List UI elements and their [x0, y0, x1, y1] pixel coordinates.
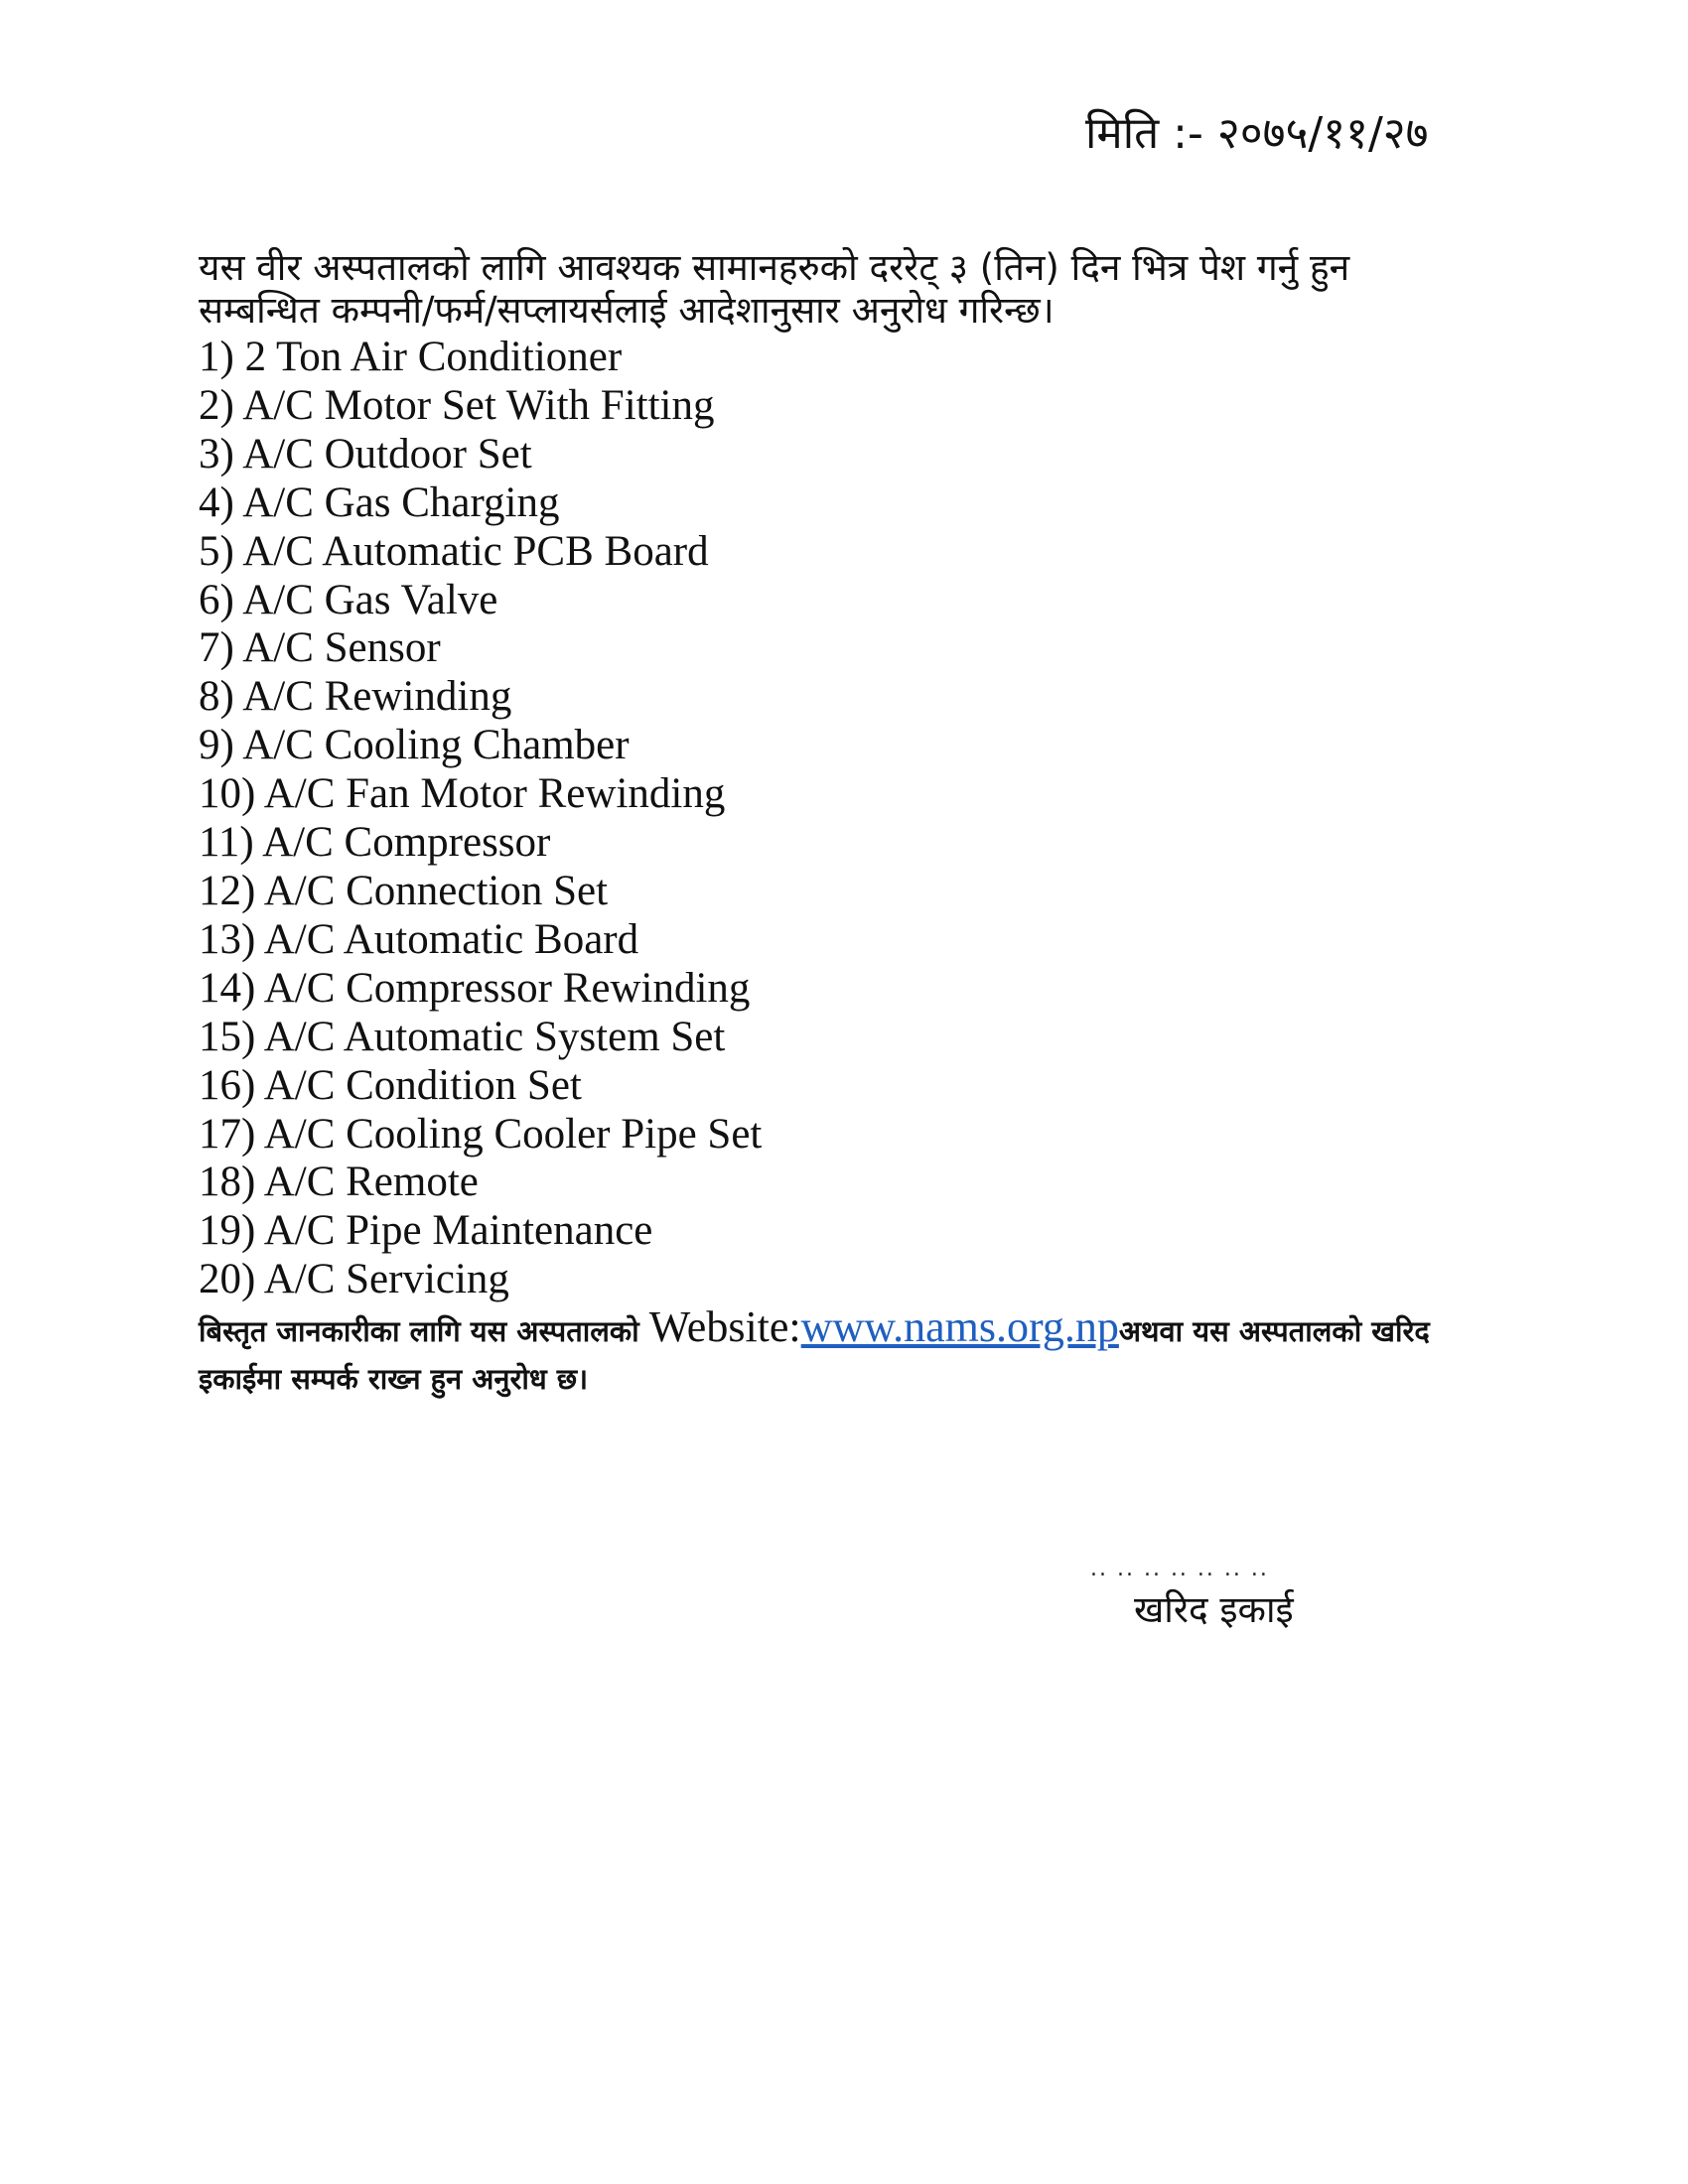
list-item: 4) A/C Gas Charging — [199, 478, 560, 526]
signature-label: खरिद इकाई — [1134, 1588, 1294, 1631]
items-list — [199, 334, 762, 1304]
list-item: 2) A/C Motor Set With Fitting — [199, 381, 715, 429]
date-value: २०७५/११/२७ — [1216, 108, 1429, 159]
intro-paragraph — [199, 246, 1519, 332]
website-link[interactable]: www.nams.org.np — [800, 1302, 1119, 1351]
list-item: 6) A/C Gas Valve — [199, 576, 498, 623]
list-item: 3) A/C Outdoor Set — [199, 430, 532, 478]
list-item: 16) A/C Condition Set — [199, 1061, 582, 1109]
footer-note — [199, 1303, 1589, 1403]
list-item: 13) A/C Automatic Board — [199, 915, 639, 963]
list-item: 18) A/C Remote — [199, 1159, 479, 1206]
signature-dots: .. .. .. .. .. .. .. — [1090, 1557, 1269, 1581]
list-item: 8) A/C Rewinding — [199, 673, 512, 721]
list-item: 1) 2 Ton Air Conditioner — [199, 334, 623, 380]
website-label: Website: — [648, 1302, 801, 1351]
list-item: 12) A/C Connection Set — [199, 867, 609, 914]
list-item: 20) A/C Servicing — [199, 1256, 509, 1303]
intro-line-2: सम्बन्धित कम्पनी/फर्म/सप्लायर्सलाई आदेशानुसार अनुरोध गरिन्छ। — [199, 289, 1055, 332]
list-item: 17) A/C Cooling Cooler Pipe Set — [199, 1110, 763, 1158]
list-item: 15) A/C Automatic System Set — [199, 1013, 726, 1060]
list-item: 19) A/C Pipe Maintenance — [199, 1207, 653, 1255]
footer-line-1 — [199, 1303, 1589, 1355]
list-item: 9) A/C Cooling Chamber — [199, 722, 630, 769]
date-line — [1085, 107, 1429, 161]
footer-prefix: बिस्तृत जानकारीका लागि यस अस्पतालको — [199, 1314, 649, 1348]
list-item: 10) A/C Fan Motor Rewinding — [199, 770, 726, 818]
footer-line-2: इकाईमा सम्पर्क राख्न हुन अनुरोध छ। — [199, 1362, 589, 1396]
intro-line-1: यस वीर अस्पतालको लागि आवश्यक सामानहरुको दररेट् ३ (तिन) दिन भित्र पेश गर्नु हुन — [199, 246, 1350, 289]
footer-suffix: अथवा यस अस्पतालको खरिद — [1118, 1314, 1430, 1348]
list-item: 7) A/C Sensor — [199, 624, 441, 672]
list-item: 5) A/C Automatic PCB Board — [199, 527, 709, 575]
list-item: 11) A/C Compressor — [199, 819, 551, 867]
list-item: 14) A/C Compressor Rewinding — [199, 964, 751, 1012]
date-label: मिति :- — [1085, 108, 1217, 159]
